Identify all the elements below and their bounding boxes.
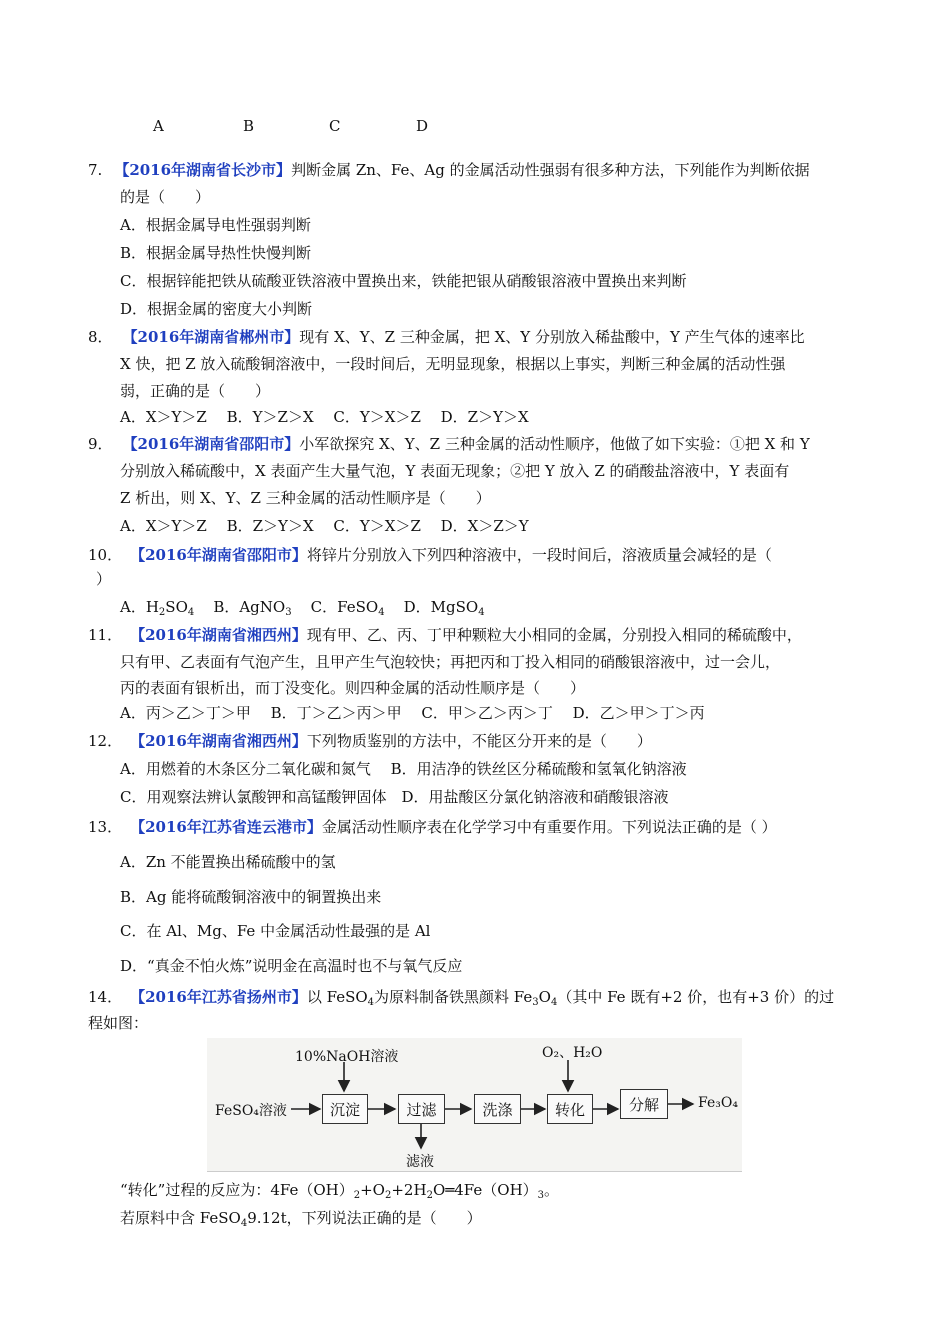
subscript: 4 <box>550 997 558 1008</box>
option-c-text: C．FeSO <box>310 598 379 616</box>
question-text: 若原料中含 FeSO <box>120 1209 241 1227</box>
subscript: 4 <box>187 607 195 618</box>
equation-text: +O <box>360 1181 385 1199</box>
question-7-option-b: B．根据金属导热性快慢判断 <box>120 244 312 262</box>
question-13-option-d: D．“真金不怕火炼”说明金在高温时也不与氧气反应 <box>120 957 463 975</box>
question-source: 【2016年江苏省连云港市】 <box>130 818 322 836</box>
option-d-text: D．MgSO <box>403 598 479 616</box>
question-source: 【2016年江苏省扬州市】 <box>130 988 307 1006</box>
question-number: 14． <box>88 988 123 1006</box>
question-number: 7. <box>88 161 103 179</box>
question-source: 【2016年湖南省郴州市】 <box>122 328 300 346</box>
question-7-stem <box>88 159 810 181</box>
subscript: 4 <box>367 997 375 1008</box>
product-label: Fe₃O₄ <box>698 1095 738 1111</box>
question-number: 11． <box>88 626 123 644</box>
question-number: 8． <box>88 328 113 346</box>
question-11-stem-cont2: 丙的表面有银析出，而丁没变化。则四种金属的活动性顺序是（ ） <box>120 679 586 697</box>
option-letter-a: A <box>153 117 164 135</box>
naoh-label: 10%NaOH溶液 <box>295 1049 399 1065</box>
question-11-stem <box>88 624 802 646</box>
step-wash-box: 洗涤 <box>474 1094 521 1124</box>
step-decompose-box: 分解 <box>620 1089 668 1119</box>
question-number: 12． <box>88 732 123 750</box>
question-13-option-b: B．Ag 能将硫酸铜溶液中的铜置换出来 <box>120 888 382 906</box>
question-source: 【2016年湖南省长沙市】 <box>114 161 292 179</box>
question-12-options-2: C．用观察法辨认氯酸钾和高锰酸钾固体 D．用盐酸区分氯化钠溶液和硝酸银溶液 <box>120 788 669 806</box>
option-letter-d: D <box>416 117 429 135</box>
start-material-label: FeSO₄溶液 <box>215 1103 287 1119</box>
option-b-text: B．AgNO <box>213 598 286 616</box>
subscript: 3 <box>532 997 539 1008</box>
subscript: 4 <box>478 607 485 618</box>
equation-text: O═4Fe（OH） <box>432 1181 538 1199</box>
subscript: 2 <box>426 1190 433 1201</box>
question-text: 现有甲、乙、丙、丁甲种颗粒大小相同的金属，分别投入相同的稀硫酸中， <box>306 626 802 644</box>
question-14-stem-cont: 程如图： <box>88 1014 149 1032</box>
question-9-stem <box>88 433 810 455</box>
option-a-text-rest: SO <box>165 598 188 616</box>
question-13-option-c: C．在 Al、Mg、Fe 中金属活动性最强的是 Al <box>120 922 431 940</box>
option-letter-c: C <box>329 117 341 135</box>
question-10-options <box>120 596 485 624</box>
question-source: 【2016年湖南省湘西州】 <box>130 626 307 644</box>
question-text: 下列物质鉴别的方法中，不能区分开来的是（ ） <box>306 732 652 750</box>
question-text: 将锌片分别放入下列四种溶液中，一段时间后，溶液质量会减轻的是（ <box>306 546 772 564</box>
question-source: 【2016年湖南省邵阳市】 <box>122 435 300 453</box>
subscript: 3 <box>537 1190 545 1201</box>
question-8-stem-cont: X 快，把 Z 放入硫酸铜溶液中，一段时间后，无明显现象，根据以上事实，判断三种金属的活动性强 <box>120 355 786 373</box>
step-filter-box: 过滤 <box>398 1094 445 1124</box>
question-text: 现有 X、Y、Z 三种金属，把 X、Y 分别放入稀盐酸中，Y 产生气体的速率比 <box>299 328 805 346</box>
question-10-stem <box>88 544 772 566</box>
question-9-options: A．X＞Y＞Z B．Z＞Y＞X C．Y＞X＞Z D．X＞Z＞Y <box>120 517 529 535</box>
question-14-stem <box>88 986 834 1014</box>
question-14-ask <box>120 1207 482 1235</box>
question-number: 13． <box>88 818 123 836</box>
question-11-stem-cont: 只有甲、乙表面有气泡产生，且甲产生气泡较快；再把丙和丁投入相同的硝酸银溶液中，过一会儿， <box>120 653 781 671</box>
question-13-option-a: A．Zn 不能置换出稀硫酸中的氢 <box>120 853 336 871</box>
question-12-stem <box>88 730 652 752</box>
question-source: 【2016年湖南省邵阳市】 <box>130 546 307 564</box>
question-8-stem <box>88 326 805 348</box>
question-text: （其中 Fe 既有+2 价，也有+3 价）的过 <box>557 988 835 1006</box>
question-text: 9.12t，下列说法正确的是（ ） <box>247 1209 482 1227</box>
question-9-stem-cont2: Z 析出，则 X、Y、Z 三种金属的活动性顺序是（ ） <box>120 489 491 507</box>
question-text: 金属活动性顺序表在化学学习中有重要作用。下列说法正确的是（ ） <box>321 818 777 836</box>
subscript: 2 <box>353 1190 361 1201</box>
question-8-stem-cont2: 弱，正确的是（ ） <box>120 382 271 400</box>
subscript: 4 <box>378 607 385 618</box>
o2-h2o-label: O₂、H₂O <box>542 1045 603 1061</box>
question-9-stem-cont: 分别放入稀硫酸中，X 表面产生大量气泡，Y 表面无现象；②把 Y 放入 Z 的硝酸盐溶液中，Y 表面有 <box>120 462 790 480</box>
reaction-equation <box>120 1179 559 1207</box>
equation-text: “转化”过程的反应为：4Fe（OH） <box>120 1181 354 1199</box>
question-text: 小军欲探究 X、Y、Z 三种金属的活动性顺序，他做了如下实验：①把 X 和 Y <box>299 435 810 453</box>
subscript: 2 <box>384 1190 392 1201</box>
question-12-options-1: A．用燃着的木条区分二氧化碳和氮气 B．用洁净的铁丝区分稀硫酸和氢氧化钠溶液 <box>120 760 687 778</box>
filtrate-label: 滤液 <box>406 1154 434 1170</box>
option-letter-b: B <box>243 117 255 135</box>
question-text: 以 FeSO <box>306 988 368 1006</box>
equation-text: +2H <box>391 1181 427 1199</box>
question-7-stem-cont: 的是（ ） <box>120 188 211 206</box>
subscript: 2 <box>158 607 166 618</box>
question-7-option-d: D．根据金属的密度大小判断 <box>120 300 313 318</box>
question-7-option-a: A．根据金属导电性强弱判断 <box>120 216 311 234</box>
step-precipitate-box: 沉淀 <box>322 1094 368 1124</box>
question-8-options: A．X＞Y＞Z B．Y＞Z＞X C．Y＞X＞Z D．Z＞Y＞X <box>120 408 529 426</box>
step-convert-box: 转化 <box>547 1094 593 1124</box>
question-number: 9． <box>88 435 113 453</box>
subscript: 3 <box>285 607 292 618</box>
question-number: 10． <box>88 546 123 564</box>
equation-text: 。 <box>544 1181 560 1199</box>
process-flow-diagram <box>207 1038 742 1172</box>
option-a-text: A．H <box>120 598 159 616</box>
question-11-options: A．丙＞乙＞丁＞甲 B．丁＞乙＞丙＞甲 C．甲＞乙＞丙＞丁 D．乙＞甲＞丁＞丙 <box>120 704 705 722</box>
question-7-option-c: C．根据锌能把铁从硫酸亚铁溶液中置换出来，铁能把银从硝酸银溶液中置换出来判断 <box>120 272 687 290</box>
question-10-stem-cont: ） <box>96 570 112 588</box>
question-source: 【2016年湖南省湘西州】 <box>130 732 307 750</box>
question-text: 为原料制备铁黑颜料 Fe <box>374 988 533 1006</box>
question-text: 判断金属 Zn、Fe、Ag 的金属活动性强弱有很多种方法，下列能作为判断依据 <box>291 161 810 179</box>
subscript: 4 <box>240 1218 248 1229</box>
question-13-stem <box>88 816 777 838</box>
question-text: O <box>538 988 551 1006</box>
